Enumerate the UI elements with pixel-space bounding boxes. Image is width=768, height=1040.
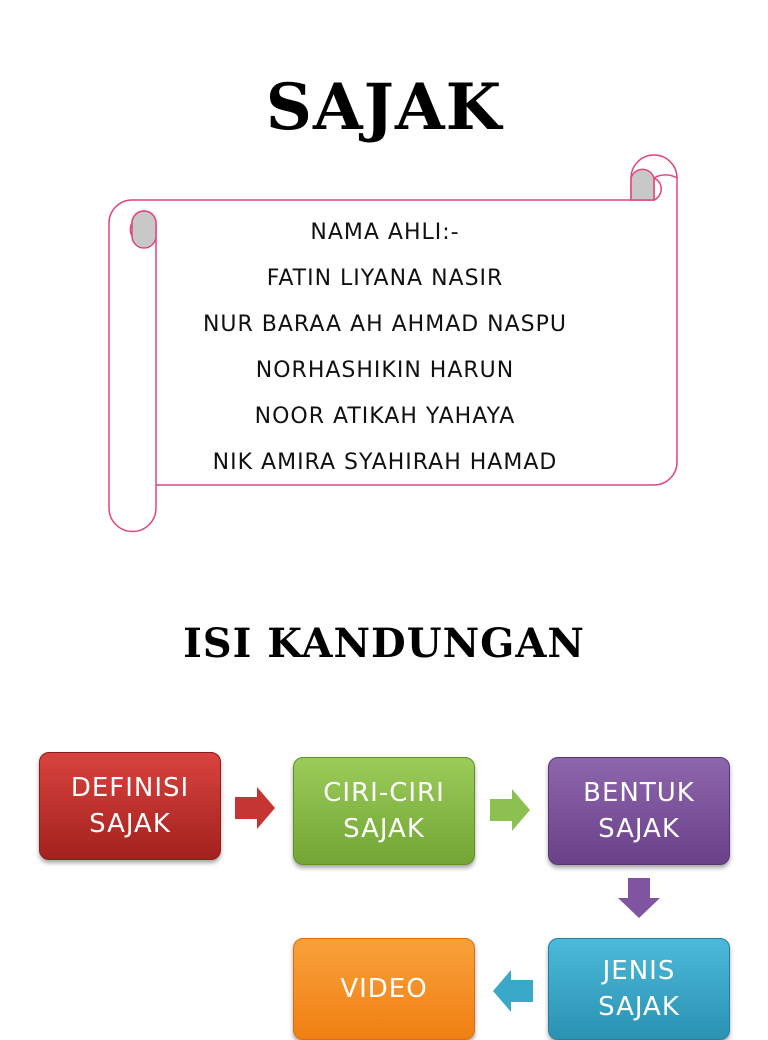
box-label: VIDEO <box>340 974 428 1004</box>
box-label: JENIS SAJAK <box>598 956 680 1022</box>
jenis-sajak-button[interactable] <box>548 938 730 1040</box>
member-name: NOOR ATIKAH YAHAYA <box>254 404 516 429</box>
arrow-left-icon <box>493 968 535 1014</box>
definisi-sajak-button[interactable] <box>39 752 221 860</box>
box-label: CIRI-CIRI SAJAK <box>323 778 445 844</box>
arrow-right-icon <box>235 785 277 831</box>
member-name: FATIN LIYANA NASIR <box>266 266 504 291</box>
members-heading: NAMA AHLI:- <box>310 220 460 245</box>
box-label: BENTUK SAJAK <box>583 778 695 844</box>
ciri-ciri-sajak-button[interactable] <box>293 757 475 865</box>
contents-title: ISI KANDUNGAN <box>183 620 585 667</box>
page-title: SAJAK <box>265 70 503 145</box>
box-label: DEFINISI SAJAK <box>70 773 190 839</box>
member-name: NORHASHIKIN HARUN <box>255 358 515 383</box>
arrow-right-icon <box>490 787 532 833</box>
member-name: NIK AMIRA SYAHIRAH HAMAD <box>212 450 558 475</box>
member-name: NUR BARAA AH AHMAD NASPU <box>202 312 568 337</box>
bentuk-sajak-button[interactable] <box>548 757 730 865</box>
arrow-down-icon <box>616 878 662 920</box>
member-list <box>160 210 610 486</box>
video-button[interactable] <box>293 938 475 1040</box>
